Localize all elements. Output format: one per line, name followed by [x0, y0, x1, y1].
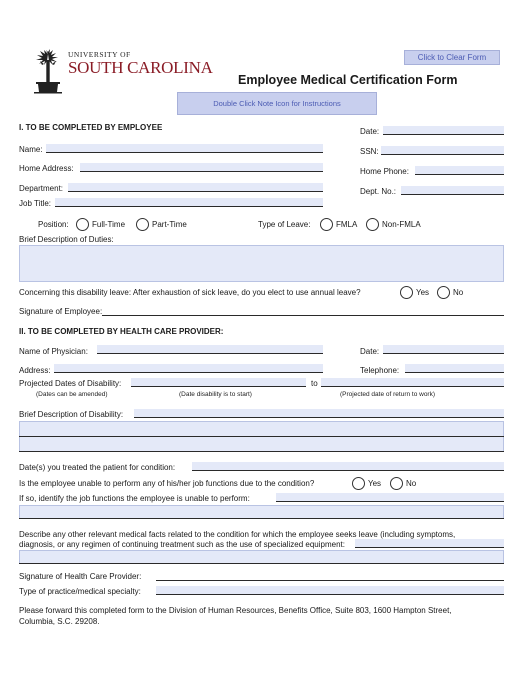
provider-signature-label: Signature of Health Care Provider:: [19, 572, 142, 581]
job-title-field[interactable]: [55, 198, 323, 207]
provider-date-field[interactable]: [383, 345, 504, 354]
full-time-radio[interactable]: [76, 218, 89, 231]
dept-no-label: Dept. No.:: [360, 187, 397, 196]
treated-dates-field[interactable]: [192, 462, 504, 471]
other-facts-line-3: [19, 563, 504, 564]
department-field[interactable]: [68, 183, 323, 192]
ssn-field[interactable]: [381, 146, 504, 155]
other-facts-line-1: Describe any other relevant medical facts related to the condition for which the employee seeks leave (including symptoms,: [19, 530, 456, 539]
non-fmla-radio[interactable]: [366, 218, 379, 231]
other-facts-field[interactable]: [355, 539, 504, 548]
to-label: to: [311, 379, 318, 388]
section-1-heading: I. TO BE COMPLETED BY EMPLOYEE: [19, 123, 163, 132]
treated-dates-label: Date(s) you treated the patient for condition:: [19, 463, 176, 472]
provider-signature-line[interactable]: [156, 580, 504, 581]
duties-label: Brief Description of Duties:: [19, 235, 114, 244]
part-time-radio[interactable]: [136, 218, 149, 231]
logo-south-carolina: SOUTH CAROLINA: [68, 58, 213, 77]
date-field[interactable]: [383, 126, 504, 135]
dates-amended-note: (Dates can be amended): [36, 391, 108, 398]
disability-description-label: Brief Description of Disability:: [19, 410, 124, 419]
other-facts-area[interactable]: [19, 550, 504, 564]
sick-leave-question: Concerning this disability leave: After exhaustion of sick leave, do you elect to use annual leave?: [19, 288, 361, 297]
department-label: Department:: [19, 184, 64, 193]
annual-leave-yes-radio[interactable]: [400, 286, 413, 299]
duties-textarea[interactable]: [19, 245, 504, 282]
identify-functions-label: If so, identify the job functions the employee is unable to perform:: [19, 494, 250, 503]
disability-return-field[interactable]: [321, 378, 504, 387]
non-fmla-label: Non-FMLA: [382, 220, 421, 229]
date-label: Date:: [360, 127, 380, 136]
job-title-label: Job Title:: [19, 199, 52, 208]
university-logo: [30, 48, 213, 96]
fmla-radio[interactable]: [320, 218, 333, 231]
clear-form-button[interactable]: Click to Clear Form: [404, 50, 500, 65]
name-field[interactable]: [46, 144, 323, 153]
home-address-label: Home Address:: [19, 164, 74, 173]
home-phone-field[interactable]: [415, 166, 504, 175]
unable-yes-label: Yes: [368, 479, 382, 488]
palmetto-tree-icon: [30, 48, 66, 94]
form-title: Employee Medical Certification Form: [238, 73, 458, 87]
unable-no-radio[interactable]: [390, 477, 403, 490]
leave-type-label: Type of Leave:: [258, 220, 311, 229]
annual-leave-no-radio[interactable]: [437, 286, 450, 299]
unable-no-label: No: [406, 479, 417, 488]
full-time-label: Full-Time: [92, 220, 126, 229]
provider-telephone-field[interactable]: [405, 364, 504, 373]
identify-functions-field[interactable]: [276, 493, 504, 502]
provider-telephone-label: Telephone:: [360, 366, 400, 375]
unable-to-perform-question: Is the employee unable to perform any of his/her job functions due to the condition?: [19, 479, 315, 488]
ssn-label: SSN:: [360, 147, 379, 156]
date-start-note: (Date disability is to start): [179, 391, 252, 398]
practice-type-field[interactable]: [156, 586, 504, 595]
annual-leave-yes-label: Yes: [416, 288, 430, 297]
return-date-note: (Projected date of return to work): [340, 391, 436, 398]
home-phone-label: Home Phone:: [360, 167, 409, 176]
home-address-field[interactable]: [80, 163, 323, 172]
name-label: Name:: [19, 145, 43, 154]
unable-yes-radio[interactable]: [352, 477, 365, 490]
physician-name-field[interactable]: [97, 345, 323, 354]
disability-description-line-2: [19, 436, 504, 437]
part-time-label: Part-Time: [152, 220, 187, 229]
projected-dates-label: Projected Dates of Disability:: [19, 379, 122, 388]
provider-address-label: Address:: [19, 366, 51, 375]
physician-name-label: Name of Physician:: [19, 347, 88, 356]
other-facts-line-2: diagnosis, or any regimen of continuing treatment such as the use of specialized equipment:: [19, 540, 345, 549]
provider-date-label: Date:: [360, 347, 380, 356]
identify-functions-area[interactable]: [19, 505, 504, 519]
identify-functions-line-2: [19, 518, 504, 519]
provider-address-field[interactable]: [54, 364, 323, 373]
footer-line-1: Please forward this completed form to the Division of Human Resources, Benefits Office, Suite 803, 1600 Hampton Street,: [19, 606, 452, 615]
annual-leave-no-label: No: [453, 288, 464, 297]
disability-description-line-3: [19, 451, 504, 452]
instructions-note-button[interactable]: Double Click Note Icon for Instructions: [177, 92, 377, 115]
disability-description-field-1[interactable]: [134, 409, 504, 418]
section-2-heading: II. TO BE COMPLETED BY HEALTH CARE PROVIDER:: [19, 327, 224, 336]
fmla-label: FMLA: [336, 220, 358, 229]
footer-line-2: Columbia, S.C. 29208.: [19, 617, 100, 626]
employee-signature-line[interactable]: [102, 315, 504, 316]
logo-university-of: UNIVERSITY OF: [68, 50, 131, 59]
dept-no-field[interactable]: [401, 186, 504, 195]
employee-signature-label: Signature of Employee:: [19, 307, 103, 316]
practice-type-label: Type of practice/medical specialty:: [19, 587, 141, 596]
disability-start-field[interactable]: [131, 378, 306, 387]
position-label: Position:: [38, 220, 69, 229]
